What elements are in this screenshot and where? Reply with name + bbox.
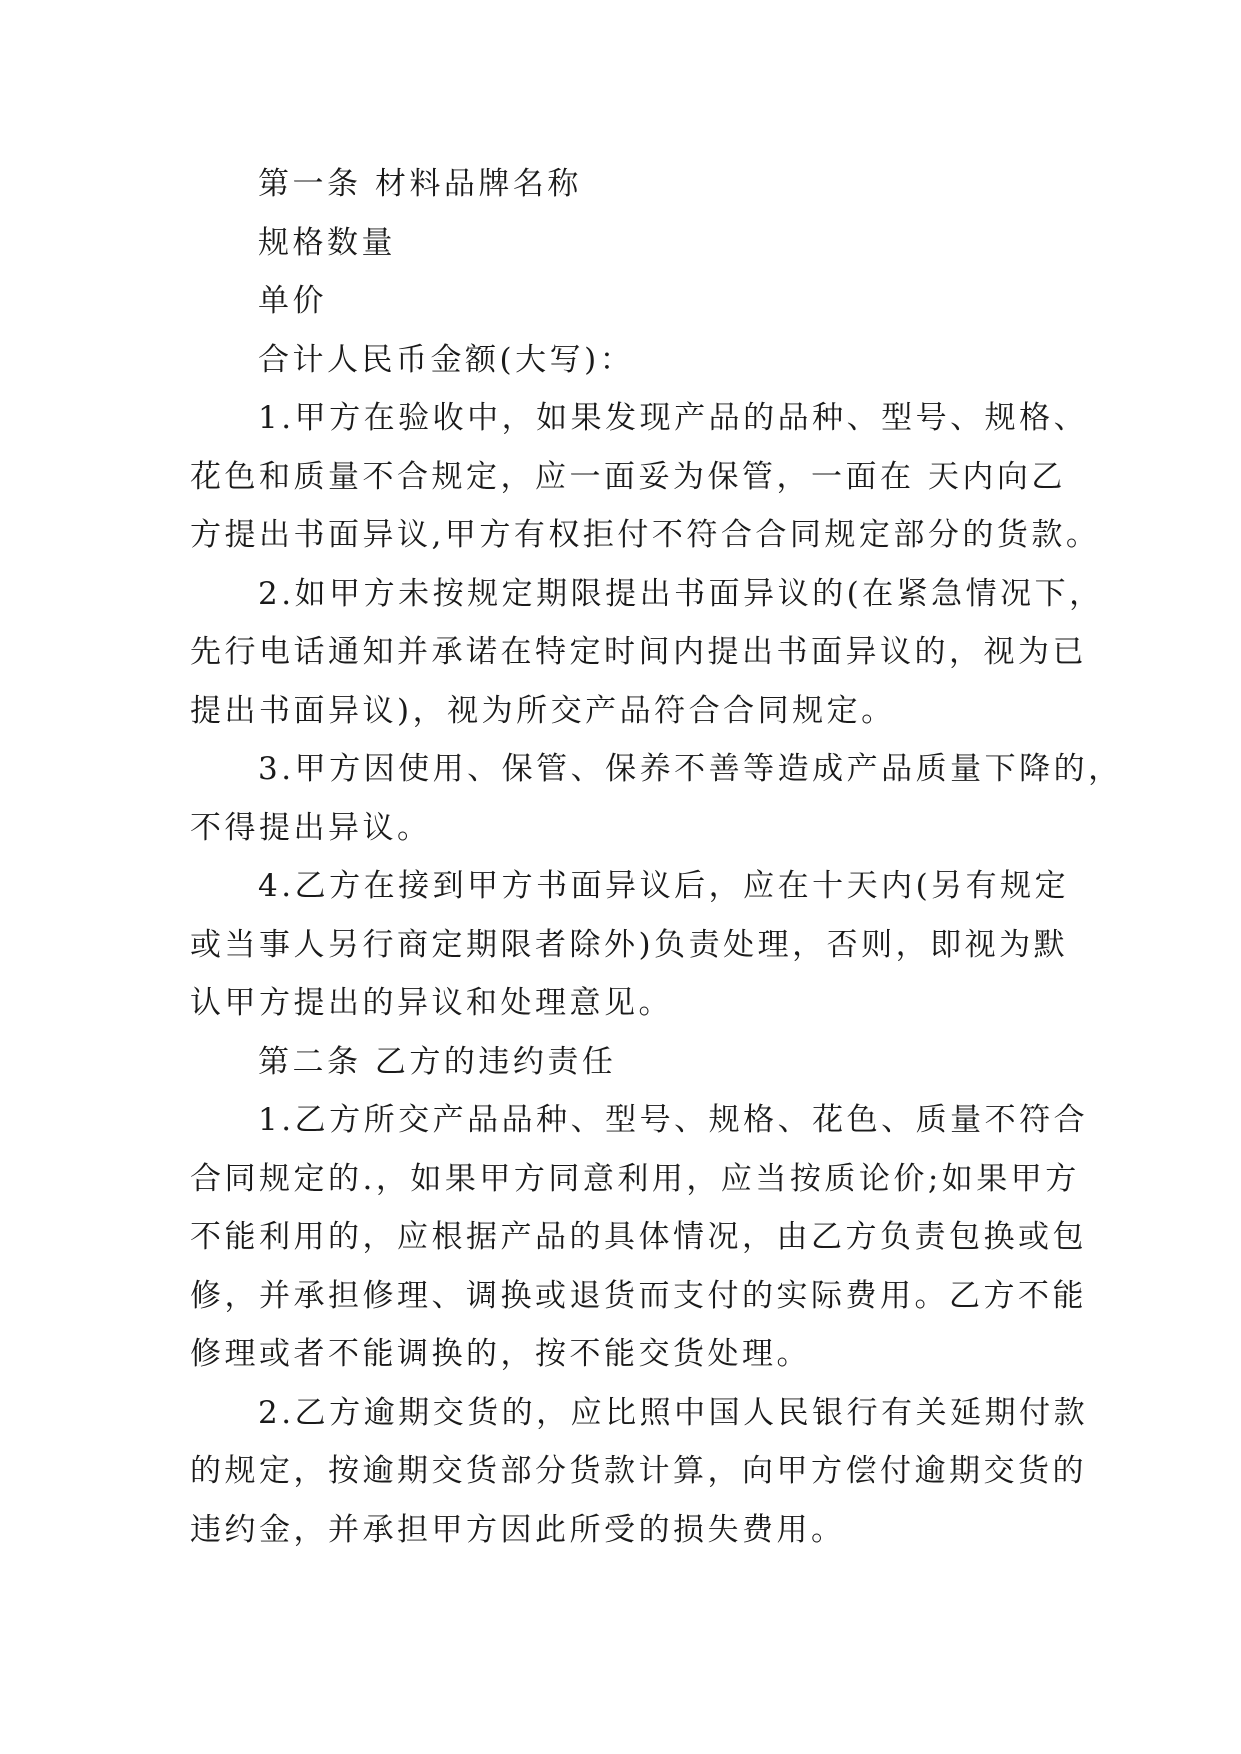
text-line: 1.乙方所交产品品种、型号、规格、花色、质量不符合 xyxy=(258,1102,1089,1138)
text-line: 认甲方提出的异议和处理意见。 xyxy=(190,985,673,1021)
text-line: 合同规定的.，如果甲方同意利用，应当按质论价;如果甲方 xyxy=(190,1160,1080,1197)
text-line: 3.甲方因使用、保管、保养不善等造成产品质量下降的， xyxy=(258,751,1123,787)
text-line: 方提出书面异议,甲方有权拒付不符合合同规定部分的货款。 xyxy=(190,517,1101,553)
text-line: 第一条 材料品牌名称 xyxy=(258,166,582,202)
document-body xyxy=(190,155,1123,1559)
text-line: 4.乙方在接到甲方书面异议后，应在十天内(另有规定 xyxy=(258,868,1070,904)
text-line: 1.甲方在验收中，如果发现产品的品种、型号、规格、 xyxy=(258,400,1089,436)
text-line: 不得提出异议。 xyxy=(190,809,432,846)
text-line: 违约金，并承担甲方因此所受的损失费用。 xyxy=(190,1511,846,1548)
text-line: 规格数量 xyxy=(258,224,396,261)
text-line: 提出书面异议)，视为所交产品符合合同规定。 xyxy=(190,692,896,729)
text-line: 先行电话通知并承诺在特定时间内提出书面异议的，视为已 xyxy=(190,634,1087,670)
text-line: 或当事人另行商定期限者除外)负责处理，否则，即视为默 xyxy=(190,926,1069,963)
text-line: 修，并承担修理、调换或退货而支付的实际费用。乙方不能 xyxy=(190,1277,1087,1314)
text-line: 单价 xyxy=(258,283,327,319)
text-line: 花色和质量不合规定，应一面妥为保管，一面在 天内向乙 xyxy=(190,458,1066,495)
text-line: 合计人民币金额(大写)： xyxy=(258,341,635,378)
text-line: 不能利用的，应根据产品的具体情况，由乙方负责包换或包 xyxy=(190,1219,1087,1255)
text-line: 修理或者不能调换的，按不能交货处理。 xyxy=(190,1336,811,1372)
text-line: 的规定，按逾期交货部分货款计算，向甲方偿付逾期交货的 xyxy=(190,1453,1087,1489)
text-line: 第二条 乙方的违约责任 xyxy=(258,1043,617,1080)
text-line: 2.乙方逾期交货的，应比照中国人民银行有关延期付款 xyxy=(258,1394,1089,1431)
text-line: 2.如甲方未按规定期限提出书面异议的(在紧急情况下， xyxy=(258,575,1104,612)
